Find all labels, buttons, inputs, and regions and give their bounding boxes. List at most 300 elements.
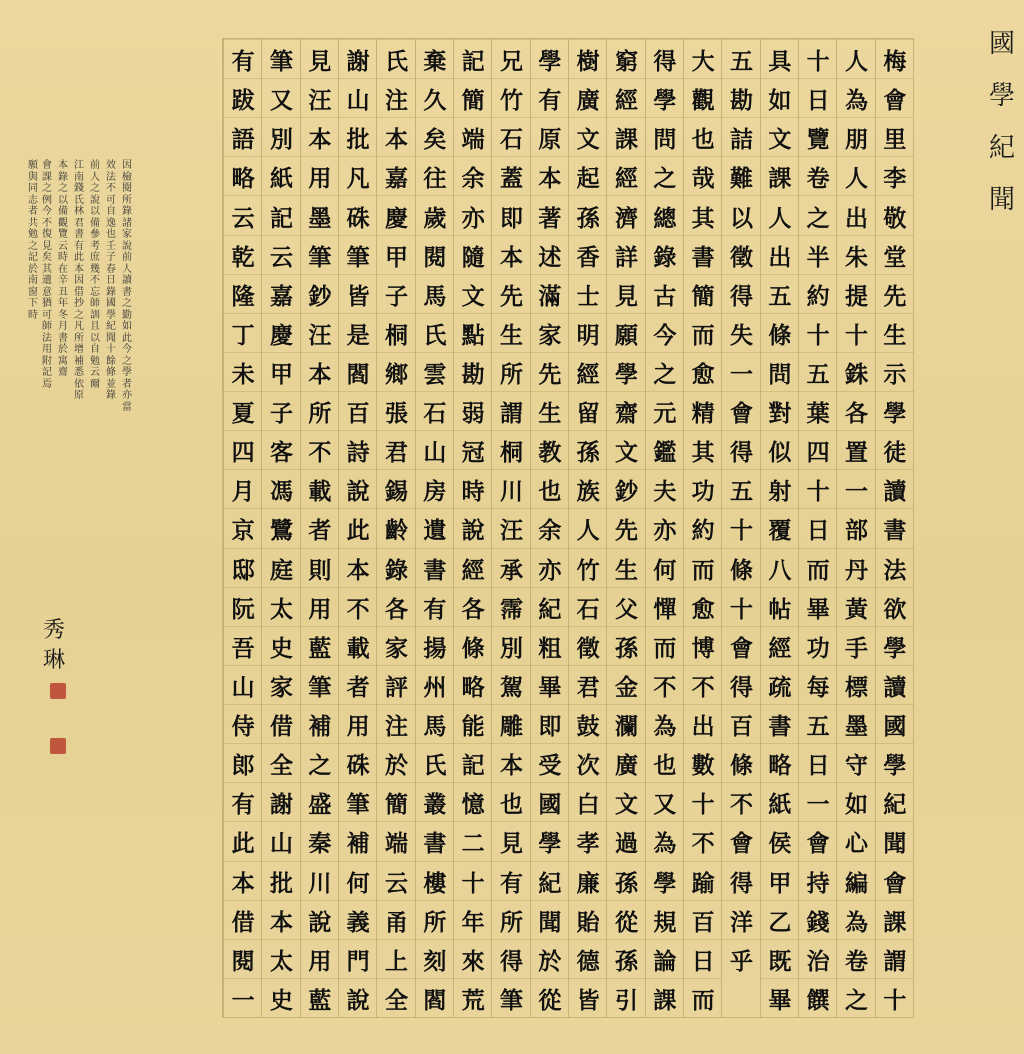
- character-cell: 本: [339, 548, 377, 588]
- character-cell: 月: [224, 469, 262, 509]
- character-cell: 用: [301, 939, 339, 979]
- character-cell: 阮: [224, 587, 262, 627]
- character-cell: 卷: [837, 939, 875, 979]
- character-cell: 葉: [799, 391, 837, 431]
- character-cell: 說: [339, 469, 377, 509]
- character-cell: 也: [684, 117, 722, 157]
- character-cell: 條: [722, 743, 760, 783]
- character-cell: 隆: [224, 274, 262, 314]
- character-cell: 見: [492, 821, 530, 861]
- character-cell: 會: [722, 626, 760, 666]
- character-cell: 筆: [301, 235, 339, 275]
- character-cell: 從: [531, 978, 569, 1018]
- character-cell: 五: [722, 469, 760, 509]
- text-column: [300, 39, 339, 1017]
- character-cell: 注: [377, 78, 415, 118]
- character-cell: 本: [301, 117, 339, 157]
- character-cell: 所: [301, 391, 339, 431]
- character-cell: 紙: [761, 782, 799, 822]
- character-cell: 者: [301, 508, 339, 548]
- character-cell: 人: [761, 195, 799, 235]
- character-cell: 簡: [684, 274, 722, 314]
- character-cell: 又: [646, 782, 684, 822]
- character-cell: 經: [454, 548, 492, 588]
- character-cell: 五: [799, 352, 837, 392]
- character-cell: 五: [722, 39, 760, 79]
- character-cell: 孫: [569, 195, 607, 235]
- character-cell: 博: [684, 626, 722, 666]
- character-cell: 廣: [607, 743, 645, 783]
- character-cell: 乙: [761, 900, 799, 940]
- character-cell: 亦: [454, 195, 492, 235]
- character-cell: 生: [531, 391, 569, 431]
- character-cell: 山: [339, 78, 377, 118]
- character-cell: 批: [262, 861, 300, 901]
- character-cell: 何: [339, 861, 377, 901]
- text-column: [568, 39, 607, 1017]
- character-cell: 有: [224, 782, 262, 822]
- character-cell: 載: [301, 469, 339, 509]
- character-cell: 兄: [492, 39, 530, 79]
- character-cell: 人: [837, 156, 875, 196]
- character-cell: 不: [722, 782, 760, 822]
- character-cell: 文: [607, 430, 645, 470]
- character-cell: 川: [301, 861, 339, 901]
- character-cell: 甲: [761, 861, 799, 901]
- character-cell: 徵: [569, 626, 607, 666]
- character-cell: 窮: [607, 39, 645, 79]
- character-cell: 用: [339, 704, 377, 744]
- character-cell: 堂: [876, 235, 914, 275]
- character-cell: 問: [761, 352, 799, 392]
- artist-signature: [38, 616, 70, 676]
- character-cell: 叢: [416, 782, 454, 822]
- character-cell: 治: [799, 939, 837, 979]
- character-cell: 所: [492, 352, 530, 392]
- character-cell: 會: [876, 78, 914, 118]
- character-cell: 帖: [761, 587, 799, 627]
- character-cell: 里: [876, 117, 914, 157]
- character-cell: 家: [262, 665, 300, 705]
- character-cell: 心: [837, 821, 875, 861]
- character-cell: 會: [722, 821, 760, 861]
- character-cell: 不: [684, 821, 722, 861]
- character-cell: 馬: [416, 704, 454, 744]
- character-cell: 別: [492, 626, 530, 666]
- character-cell: 也: [531, 469, 569, 509]
- character-cell: 一: [224, 978, 262, 1018]
- character-cell: 約: [799, 274, 837, 314]
- character-cell: 條: [761, 313, 799, 353]
- character-cell: 孝: [569, 821, 607, 861]
- character-cell: 踰: [684, 861, 722, 901]
- colophon-line: 前人之說以備參考庶幾不忘師訓且以自勉云爾: [90, 160, 100, 390]
- character-cell: 香: [569, 235, 607, 275]
- character-cell: 氏: [377, 39, 415, 79]
- character-cell: 矣: [416, 117, 454, 157]
- character-cell: 白: [569, 782, 607, 822]
- character-cell: 論: [646, 939, 684, 979]
- character-cell: 謝: [339, 39, 377, 79]
- character-cell: 夏: [224, 391, 262, 431]
- character-cell: 先: [492, 274, 530, 314]
- character-cell: 別: [262, 117, 300, 157]
- character-cell: 閱: [416, 235, 454, 275]
- character-cell: 說: [301, 900, 339, 940]
- character-cell: 經: [761, 626, 799, 666]
- character-cell: 每: [799, 665, 837, 705]
- character-cell: 問: [646, 117, 684, 157]
- character-cell: 史: [262, 626, 300, 666]
- character-cell: 條: [454, 626, 492, 666]
- character-cell: 孫: [569, 430, 607, 470]
- character-cell: 本: [492, 743, 530, 783]
- character-cell: 卷: [799, 156, 837, 196]
- character-cell: 疏: [761, 665, 799, 705]
- character-cell: 編: [837, 861, 875, 901]
- character-cell: 承: [492, 548, 530, 588]
- character-cell: 有: [492, 861, 530, 901]
- character-cell: 隨: [454, 235, 492, 275]
- character-cell: 云: [377, 861, 415, 901]
- character-cell: 孫: [607, 861, 645, 901]
- character-cell: 次: [569, 743, 607, 783]
- text-column: [721, 39, 760, 1017]
- character-cell: 功: [684, 469, 722, 509]
- character-cell: 京: [224, 508, 262, 548]
- character-cell: 筆: [492, 978, 530, 1018]
- character-cell: 得: [492, 939, 530, 979]
- character-cell: 總: [646, 195, 684, 235]
- character-cell: 久: [416, 78, 454, 118]
- character-cell: 詰: [722, 117, 760, 157]
- character-cell: 端: [454, 117, 492, 157]
- character-cell: 明: [569, 313, 607, 353]
- character-cell: 皆: [569, 978, 607, 1018]
- character-cell: 慶: [262, 313, 300, 353]
- character-cell: 梅: [876, 39, 914, 79]
- character-cell: 義: [339, 900, 377, 940]
- character-cell: 以: [722, 195, 760, 235]
- character-cell: 而: [684, 548, 722, 588]
- character-cell: 之: [837, 978, 875, 1018]
- character-cell: 余: [531, 508, 569, 548]
- character-cell: 太: [262, 939, 300, 979]
- character-cell: 批: [339, 117, 377, 157]
- character-cell: 所: [492, 900, 530, 940]
- character-cell: 國: [876, 704, 914, 744]
- character-cell: 敬: [876, 195, 914, 235]
- character-cell: 借: [224, 900, 262, 940]
- character-cell: 閻: [339, 352, 377, 392]
- character-cell: 覽: [799, 117, 837, 157]
- character-cell: 鈔: [607, 469, 645, 509]
- character-cell: 此: [339, 508, 377, 548]
- text-column: [836, 39, 875, 1017]
- character-cell: 鷺: [262, 508, 300, 548]
- character-cell: 州: [416, 665, 454, 705]
- character-cell: 學: [531, 39, 569, 79]
- character-cell: 藍: [301, 978, 339, 1018]
- character-cell: 載: [339, 626, 377, 666]
- character-cell: 過: [607, 821, 645, 861]
- character-cell: 廉: [569, 861, 607, 901]
- character-cell: 哉: [684, 156, 722, 196]
- character-cell: 本: [301, 352, 339, 392]
- text-column: [453, 39, 492, 1017]
- character-cell: 家: [377, 626, 415, 666]
- character-cell: 二: [454, 821, 492, 861]
- character-cell: 饌: [799, 978, 837, 1018]
- character-cell: 其: [684, 195, 722, 235]
- character-cell: 對: [761, 391, 799, 431]
- text-column: [261, 39, 300, 1017]
- text-column: [645, 39, 684, 1017]
- character-cell: 石: [416, 391, 454, 431]
- character-cell: 一: [837, 469, 875, 509]
- character-cell: 為: [837, 78, 875, 118]
- character-cell: 既: [761, 939, 799, 979]
- character-cell: 云: [262, 235, 300, 275]
- character-cell: 之: [799, 195, 837, 235]
- character-cell: 略: [454, 665, 492, 705]
- character-cell: 著: [531, 195, 569, 235]
- character-cell: 庭: [262, 548, 300, 588]
- character-cell: 學: [531, 821, 569, 861]
- character-cell: 閱: [224, 939, 262, 979]
- character-cell: 見: [301, 39, 339, 79]
- character-cell: 功: [799, 626, 837, 666]
- signature-character: 琳: [42, 648, 65, 673]
- character-cell: 見: [607, 274, 645, 314]
- character-cell: 得: [722, 274, 760, 314]
- character-cell: 其: [684, 430, 722, 470]
- character-cell: 今: [646, 313, 684, 353]
- character-cell: 硃: [339, 743, 377, 783]
- character-cell: 評: [377, 665, 415, 705]
- character-cell: 於: [531, 939, 569, 979]
- character-cell: 夫: [646, 469, 684, 509]
- character-cell: 慶: [377, 195, 415, 235]
- colophon-line: 因檢閱所錄諸家說前人讀書之勤如此今之學者亦當: [122, 160, 132, 413]
- character-cell: 謂: [492, 391, 530, 431]
- character-cell: 一: [799, 782, 837, 822]
- character-cell: 聞: [531, 900, 569, 940]
- character-cell: 甲: [377, 235, 415, 275]
- character-cell: 樓: [416, 861, 454, 901]
- character-cell: 黃: [837, 587, 875, 627]
- character-cell: 丁: [224, 313, 262, 353]
- work-title: [984, 18, 1020, 226]
- character-cell: 門: [339, 939, 377, 979]
- character-cell: 一: [722, 352, 760, 392]
- character-cell: 李: [876, 156, 914, 196]
- character-cell: 為: [646, 704, 684, 744]
- character-cell: 謝: [262, 782, 300, 822]
- character-cell: 標: [837, 665, 875, 705]
- character-cell: 書: [684, 235, 722, 275]
- character-cell: 課: [876, 900, 914, 940]
- text-column: [760, 39, 799, 1017]
- character-cell: 得: [722, 861, 760, 901]
- character-cell: 蓋: [492, 156, 530, 196]
- character-cell: 得: [722, 665, 760, 705]
- character-cell: 各: [377, 587, 415, 627]
- character-cell: 洋: [722, 900, 760, 940]
- colophon-line: 江南錢氏林君書有此本因借抄之凡所增補悉依原: [74, 160, 84, 401]
- character-cell: 則: [301, 548, 339, 588]
- character-cell: 而: [684, 313, 722, 353]
- character-cell: 願: [607, 313, 645, 353]
- character-cell: 金: [607, 665, 645, 705]
- character-cell: 十: [876, 978, 914, 1018]
- character-cell: 藍: [301, 626, 339, 666]
- character-cell: 吾: [224, 626, 262, 666]
- character-cell: 國: [531, 782, 569, 822]
- character-cell: 古: [646, 274, 684, 314]
- character-cell: 讀: [876, 469, 914, 509]
- character-cell: 引: [607, 978, 645, 1018]
- red-seal-stamp: [50, 683, 66, 699]
- character-cell: 書: [416, 821, 454, 861]
- character-cell: 書: [876, 508, 914, 548]
- character-cell: 而: [646, 626, 684, 666]
- character-cell: 族: [569, 469, 607, 509]
- character-cell: 難: [722, 156, 760, 196]
- character-cell: 齡: [377, 508, 415, 548]
- character-cell: 從: [607, 900, 645, 940]
- character-cell: 皆: [339, 274, 377, 314]
- character-cell: 十: [684, 782, 722, 822]
- character-cell: 課: [646, 978, 684, 1018]
- character-cell: 而: [799, 548, 837, 588]
- character-cell: 汪: [301, 78, 339, 118]
- character-cell: 用: [301, 156, 339, 196]
- character-cell: 出: [761, 235, 799, 275]
- character-cell: 孫: [607, 939, 645, 979]
- character-cell: 課: [761, 156, 799, 196]
- character-cell: 凡: [339, 156, 377, 196]
- character-cell: 五: [761, 274, 799, 314]
- character-cell: 山: [262, 821, 300, 861]
- character-cell: 文: [607, 782, 645, 822]
- character-cell: 孫: [607, 626, 645, 666]
- character-cell: 父: [607, 587, 645, 627]
- character-cell: 朋: [837, 117, 875, 157]
- character-cell: 筆: [339, 235, 377, 275]
- character-cell: 氏: [416, 743, 454, 783]
- character-cell: 未: [224, 352, 262, 392]
- character-cell: 詩: [339, 430, 377, 470]
- character-cell: 規: [646, 900, 684, 940]
- character-cell: 會: [722, 391, 760, 431]
- character-cell: 之: [646, 352, 684, 392]
- character-cell: 提: [837, 274, 875, 314]
- character-cell: 法: [876, 548, 914, 588]
- title-character: 紀: [988, 133, 1015, 163]
- text-column: [491, 39, 530, 1017]
- character-cell: 桐: [377, 313, 415, 353]
- character-cell: 馬: [416, 274, 454, 314]
- character-cell: 筆: [262, 39, 300, 79]
- character-cell: 書: [416, 548, 454, 588]
- character-cell: 往: [416, 156, 454, 196]
- character-cell: 學: [876, 391, 914, 431]
- character-cell: 勘: [454, 352, 492, 392]
- character-cell: 揚: [416, 626, 454, 666]
- character-cell: 學: [646, 78, 684, 118]
- character-cell: 齋: [607, 391, 645, 431]
- character-cell: 君: [569, 665, 607, 705]
- character-cell: 錢: [799, 900, 837, 940]
- character-cell: 貽: [569, 900, 607, 940]
- character-cell: 示: [876, 352, 914, 392]
- character-cell: 時: [454, 469, 492, 509]
- character-cell: 張: [377, 391, 415, 431]
- character-cell: 端: [377, 821, 415, 861]
- character-cell: 人: [837, 39, 875, 79]
- character-cell: 會: [799, 821, 837, 861]
- character-cell: 鈔: [301, 274, 339, 314]
- character-cell: 各: [837, 391, 875, 431]
- character-cell: 朱: [837, 235, 875, 275]
- character-cell: 畢: [761, 978, 799, 1018]
- character-cell: 文: [454, 274, 492, 314]
- character-cell: 弱: [454, 391, 492, 431]
- character-cell: 所: [416, 900, 454, 940]
- character-cell: 鄉: [377, 352, 415, 392]
- character-cell: 文: [761, 117, 799, 157]
- character-cell: 記: [262, 195, 300, 235]
- character-cell: 駕: [492, 665, 530, 705]
- character-cell: 余: [454, 156, 492, 196]
- character-cell: 置: [837, 430, 875, 470]
- character-cell: 聞: [876, 821, 914, 861]
- character-cell: 生: [607, 548, 645, 588]
- character-cell: 先: [531, 352, 569, 392]
- character-cell: 乎: [722, 939, 760, 979]
- character-cell: 嘉: [262, 274, 300, 314]
- character-cell: 瀾: [607, 704, 645, 744]
- character-cell: 經: [569, 352, 607, 392]
- character-cell: 亦: [531, 548, 569, 588]
- character-cell: 是: [339, 313, 377, 353]
- character-cell: 汪: [492, 508, 530, 548]
- character-cell: 學: [876, 743, 914, 783]
- character-cell: 四: [799, 430, 837, 470]
- character-cell: 不: [684, 665, 722, 705]
- character-cell: 汪: [301, 313, 339, 353]
- character-cell: 有: [531, 78, 569, 118]
- character-cell: 何: [646, 548, 684, 588]
- character-cell: 十: [722, 508, 760, 548]
- character-cell: 山: [224, 665, 262, 705]
- character-cell: 經: [607, 156, 645, 196]
- character-cell: 四: [224, 430, 262, 470]
- text-column: [376, 39, 415, 1017]
- character-cell: 大: [684, 39, 722, 79]
- character-cell: 石: [492, 117, 530, 157]
- character-cell: 人: [569, 508, 607, 548]
- character-cell: 射: [761, 469, 799, 509]
- colophon-line: 效法不可自逸也壬子春日錄國學紀聞十餘條並錄: [106, 160, 116, 401]
- character-cell: 述: [531, 235, 569, 275]
- character-cell: 云: [224, 195, 262, 235]
- character-cell: 守: [837, 743, 875, 783]
- character-cell: 似: [761, 430, 799, 470]
- character-cell: 讀: [876, 665, 914, 705]
- character-cell: 滿: [531, 274, 569, 314]
